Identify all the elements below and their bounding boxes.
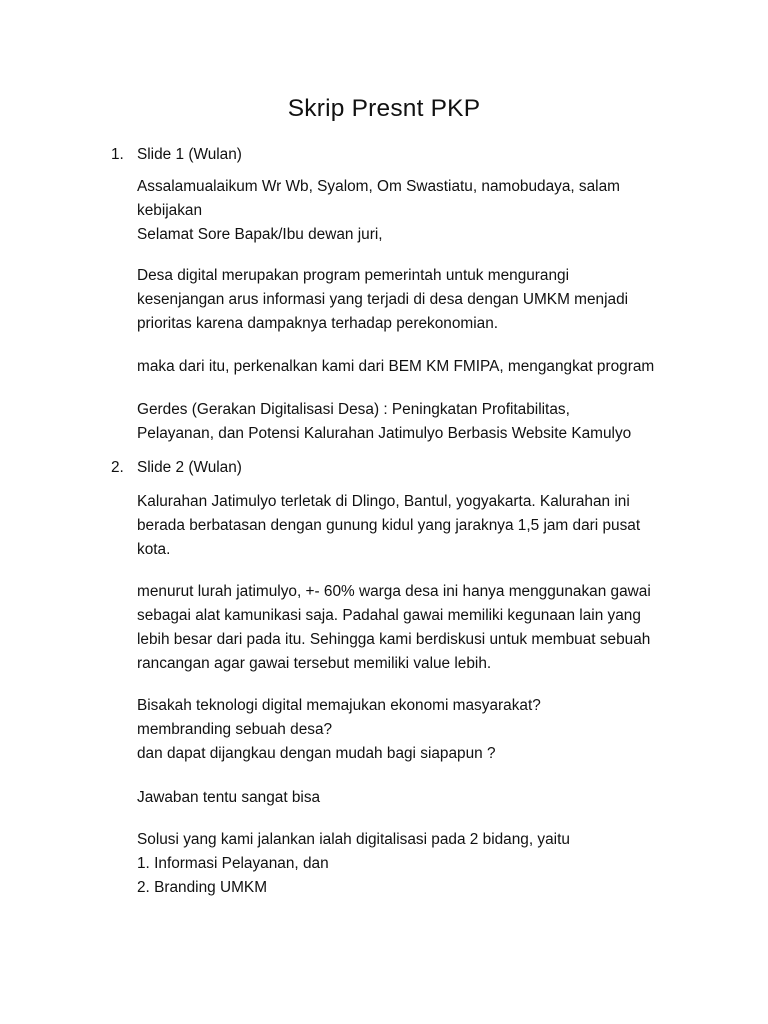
text-line: 1. Informasi Pelayanan, dan	[137, 855, 329, 872]
text-line: 2. Branding UMKM	[137, 879, 268, 896]
text-line: lebih besar dari pada itu. Sehingga kami berdiskusi untuk membuat sebuah	[137, 631, 651, 648]
list-number-1: 1.	[111, 146, 124, 163]
text-line: kebijakan	[137, 202, 203, 219]
text-line: Kalurahan Jatimulyo terletak di Dlingo, Bantul, yogyakarta. Kalurahan ini	[137, 493, 630, 510]
text-line: Assalamualaikum Wr Wb, Syalom, Om Swastiatu, namobudaya, salam	[137, 178, 620, 195]
text-line: Desa digital merupakan program pemerintah untuk mengurangi	[137, 267, 570, 284]
text-line: Bisakah teknologi digital memajukan ekonomi masyarakat?	[137, 697, 541, 714]
text-line: Solusi yang kami jalankan ialah digitalisasi pada 2 bidang, yaitu	[137, 831, 570, 848]
text-line: prioritas karena dampaknya terhadap perekonomian.	[137, 315, 499, 332]
paragraph-questions	[137, 694, 697, 766]
paragraph-introduction	[137, 355, 697, 379]
text-line: membranding sebuah desa?	[137, 721, 333, 738]
text-line: Jawaban tentu sangat bisa	[137, 789, 321, 806]
section-label-slide-2: Slide 2 (Wulan)	[137, 459, 242, 476]
paragraph-desa-digital	[137, 264, 697, 336]
paragraph-location	[137, 490, 697, 562]
text-line: Selamat Sore Bapak/Ibu dewan juri,	[137, 226, 383, 243]
paragraph-greeting	[137, 175, 697, 247]
text-line: maka dari itu, perkenalkan kami dari BEM KM FMIPA, mengangkat program	[137, 358, 655, 375]
paragraph-gawai-usage	[137, 580, 697, 676]
section-label-slide-1: Slide 1 (Wulan)	[137, 146, 242, 163]
paragraph-answer	[137, 786, 697, 810]
text-line: kota.	[137, 541, 171, 558]
text-line: berada berbatasan dengan gunung kidul yang jaraknya 1,5 jam dari pusat	[137, 517, 641, 534]
text-line: menurut lurah jatimulyo, +- 60% warga desa ini hanya menggunakan gawai	[137, 583, 651, 600]
paragraph-program-name	[137, 398, 697, 446]
text-line: Pelayanan, dan Potensi Kalurahan Jatimulyo Berbasis Website Kamulyo	[137, 425, 632, 442]
paragraph-solution	[137, 828, 697, 900]
text-line: kesenjangan arus informasi yang terjadi di desa dengan UMKM menjadi	[137, 291, 629, 308]
text-line: Gerdes (Gerakan Digitalisasi Desa) : Peningkatan Profitabilitas,	[137, 401, 570, 418]
text-line: rancangan agar gawai tersebut memiliki value lebih.	[137, 655, 492, 672]
list-number-2: 2.	[111, 459, 124, 476]
document-title: Skrip Presnt PKP	[287, 95, 481, 122]
text-line: sebagai alat kamunikasi saja. Padahal gawai memiliki kegunaan lain yang	[137, 607, 641, 624]
text-line: dan dapat dijangkau dengan mudah bagi siapapun ?	[137, 745, 496, 762]
